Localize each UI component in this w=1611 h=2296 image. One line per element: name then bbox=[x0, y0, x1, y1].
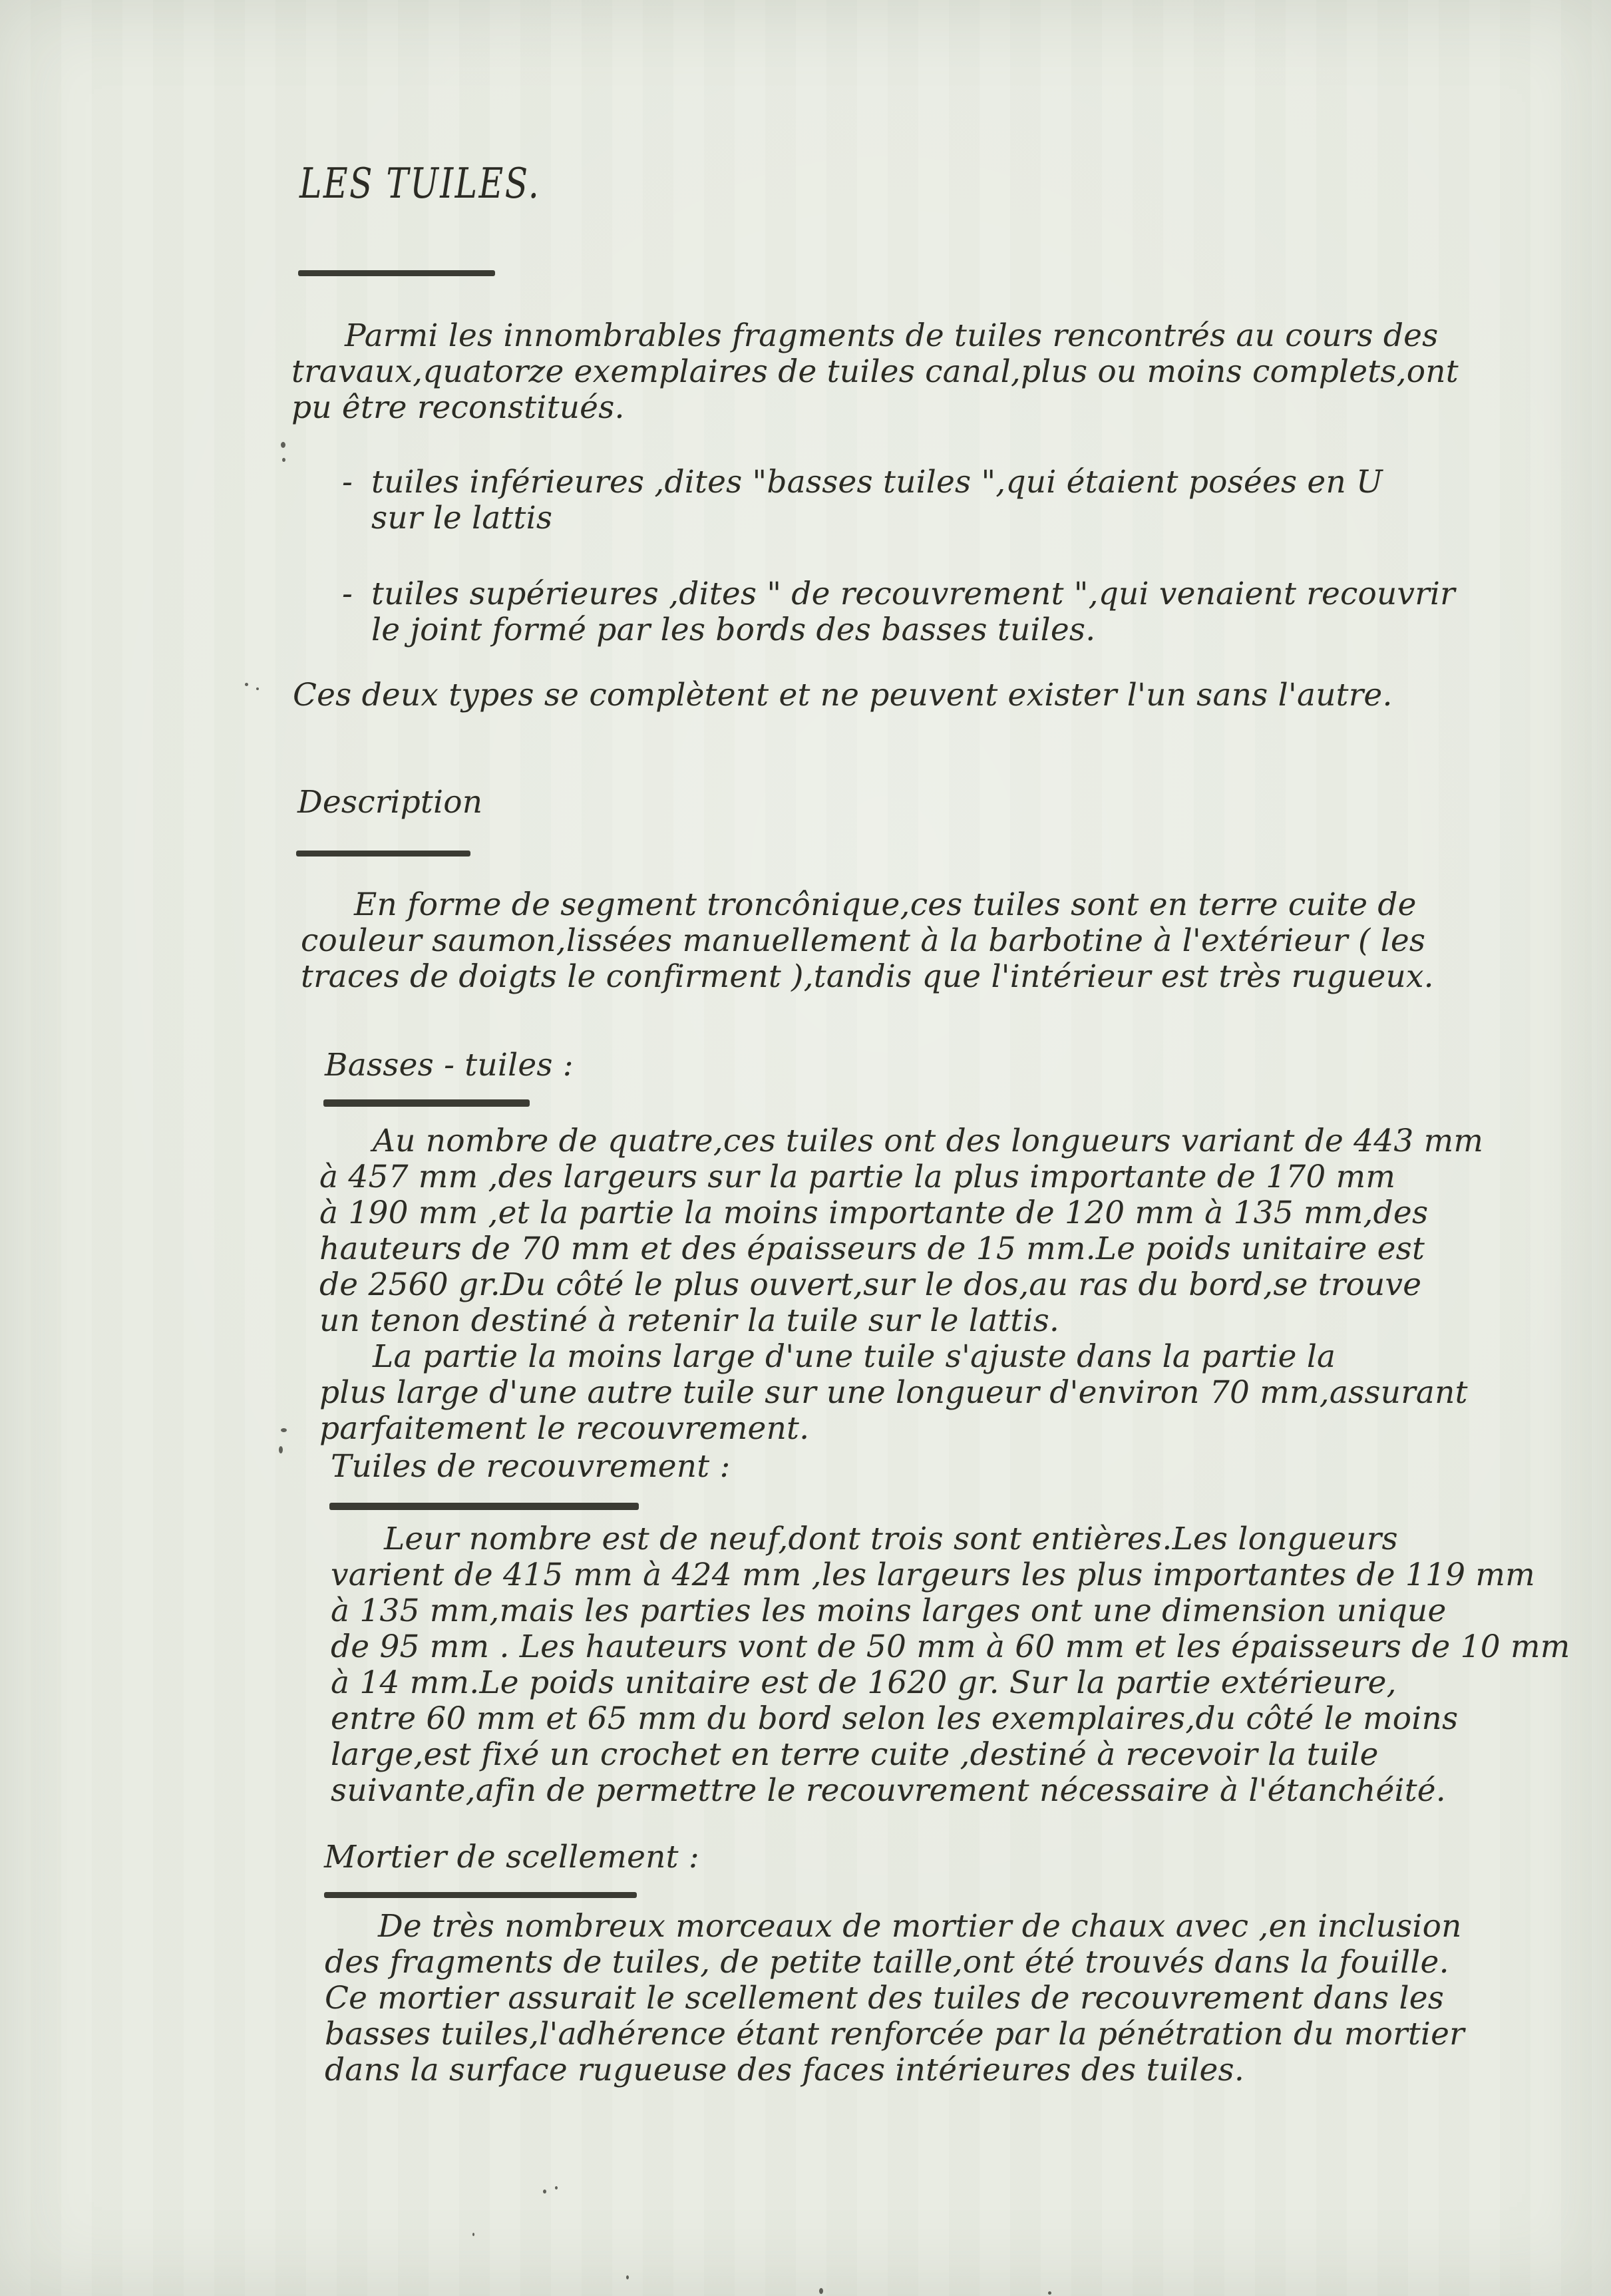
heading-underline bbox=[329, 1503, 639, 1510]
bullet-text bbox=[371, 576, 1455, 648]
intro-line: Parmi les innombrables fragments de tuiles rencontrés au cours des bbox=[345, 317, 1439, 354]
title-underline bbox=[298, 270, 495, 276]
ink-speck bbox=[819, 2288, 823, 2294]
page-title-block bbox=[299, 160, 601, 207]
closing-sentence-block bbox=[293, 677, 1393, 713]
paragraph-line: traces de doigts le confirment ),tandis que l'intérieur est très rugueux. bbox=[301, 958, 1434, 995]
bullet-dash: - bbox=[342, 576, 353, 612]
paragraph-line: plus large d'une autre tuile sur une longueur d'environ 70 mm,assurant bbox=[319, 1374, 1468, 1411]
ink-speck bbox=[281, 1428, 287, 1432]
paragraph-line: large,est fixé un crochet en terre cuite ,destiné à recevoir la tuile bbox=[331, 1736, 1379, 1773]
paragraph-line: à 190 mm ,et la partie la moins importante de 120 mm à 135 mm,des bbox=[319, 1195, 1429, 1231]
section-heading-basses-tuiles: Basses - tuiles : bbox=[325, 1047, 574, 1083]
bullet-item-tuiles-superieures bbox=[342, 576, 1455, 648]
paragraph-line: Ce mortier assurait le scellement des tuiles de recouvrement dans les bbox=[325, 1980, 1445, 2016]
bullet-item-basses-tuiles bbox=[342, 465, 1383, 536]
paragraph-line: dans la surface rugueuse des faces intérieures des tuiles. bbox=[325, 2052, 1244, 2088]
section-heading-mortier-scellement: Mortier de scellement : bbox=[324, 1839, 699, 1875]
paragraph-line: à 457 mm ,des largeurs sur la partie la plus importante de 170 mm bbox=[319, 1159, 1396, 1195]
bullet-line: tuiles supérieures ,dites " de recouvrement ",qui venaient recouvrir bbox=[371, 576, 1455, 612]
ink-speck bbox=[281, 442, 285, 448]
ink-speck bbox=[472, 2233, 474, 2236]
paragraph-line: à 135 mm,mais les parties les moins larges ont une dimension unique bbox=[331, 1593, 1447, 1629]
ink-speck bbox=[626, 2275, 629, 2279]
ink-speck bbox=[543, 2190, 546, 2194]
paragraph-line: De très nombreux morceaux de mortier de chaux avec ,en inclusion bbox=[378, 1908, 1462, 1945]
section-heading-tuiles-recouvrement: Tuiles de recouvrement : bbox=[331, 1448, 731, 1485]
paragraph-line: à 14 mm.Le poids unitaire est de 1620 gr. Sur la partie extérieure, bbox=[331, 1664, 1397, 1701]
section-tuiles-recouvrement bbox=[331, 1448, 731, 1485]
section-heading-description: Description bbox=[297, 784, 483, 821]
section-basses-tuiles bbox=[325, 1047, 574, 1084]
ink-speck bbox=[1048, 2291, 1051, 2295]
heading-underline bbox=[324, 1892, 637, 1898]
heading-underline bbox=[296, 851, 470, 857]
section-description bbox=[297, 784, 482, 821]
intro-line: travaux,quatorze exemplaires de tuiles canal,plus ou moins complets,ont bbox=[291, 353, 1459, 390]
ink-speck bbox=[555, 2186, 558, 2190]
bullet-line: le joint formé par les bords des basses tuiles. bbox=[371, 612, 1096, 648]
paragraph-line: de 2560 gr.Du côté le plus ouvert,sur le dos,au ras du bord,se trouve bbox=[319, 1266, 1422, 1303]
bullet-line: sur le lattis bbox=[371, 500, 553, 536]
paragraph-line: suivante,afin de permettre le recouvrement nécessaire à l'étanchéité. bbox=[331, 1772, 1446, 1809]
paragraph-line: un tenon destiné à retenir la tuile sur le lattis. bbox=[319, 1302, 1060, 1339]
paragraph-line: La partie la moins large d'une tuile s'ajuste dans la partie la bbox=[373, 1338, 1336, 1375]
page-title: LES TUILES. bbox=[299, 159, 541, 208]
paragraph-line: entre 60 mm et 65 mm du bord selon les exemplaires,du côté le moins bbox=[331, 1700, 1459, 1737]
description-paragraph bbox=[301, 887, 1434, 995]
bullet-line: tuiles inférieures ,dites "basses tuiles ",qui étaient posées en U bbox=[371, 464, 1383, 500]
paragraph-line: hauteurs de 70 mm et des épaisseurs de 15 mm.Le poids unitaire est bbox=[319, 1231, 1425, 1267]
bullet-dash: - bbox=[342, 464, 353, 500]
paragraph-line: couleur saumon,lissées manuellement à la barbotine à l'extérieur ( les bbox=[301, 922, 1426, 959]
paragraph-line: En forme de segment troncônique,ces tuiles sont en terre cuite de bbox=[354, 886, 1417, 923]
ink-speck bbox=[245, 683, 248, 686]
paragraph-line: Leur nombre est de neuf,dont trois sont entières.Les longueurs bbox=[384, 1521, 1398, 1557]
ink-speck bbox=[256, 687, 259, 690]
heading-underline bbox=[323, 1099, 530, 1107]
ink-speck bbox=[279, 1446, 283, 1453]
mortier-scellement-paragraph bbox=[325, 1909, 1465, 2088]
paragraph-line: de 95 mm . Les hauteurs vont de 50 mm à 60 mm et les épaisseurs de 10 mm bbox=[331, 1628, 1570, 1665]
intro-paragraph bbox=[291, 318, 1459, 426]
paragraph-line: des fragments de tuiles, de petite taille,ont été trouvés dans la fouille. bbox=[325, 1944, 1449, 1981]
bullet-text bbox=[371, 465, 1383, 536]
paragraph-line: Au nombre de quatre,ces tuiles ont des longueurs variant de 443 mm bbox=[373, 1123, 1484, 1159]
ink-speck bbox=[282, 458, 285, 462]
closing-line: Ces deux types se complètent et ne peuvent exister l'un sans l'autre. bbox=[293, 677, 1393, 713]
paragraph-line: parfaitement le recouvrement. bbox=[319, 1410, 810, 1447]
paragraph-line: varient de 415 mm à 424 mm ,les largeurs les plus importantes de 119 mm bbox=[331, 1557, 1535, 1593]
intro-line: pu être reconstitués. bbox=[291, 389, 625, 426]
paragraph-line: basses tuiles,l'adhérence étant renforcée par la pénétration du mortier bbox=[325, 2016, 1465, 2052]
tuiles-recouvrement-paragraph bbox=[331, 1521, 1570, 1809]
section-mortier-scellement bbox=[324, 1839, 699, 1876]
basses-tuiles-paragraph bbox=[319, 1123, 1483, 1447]
